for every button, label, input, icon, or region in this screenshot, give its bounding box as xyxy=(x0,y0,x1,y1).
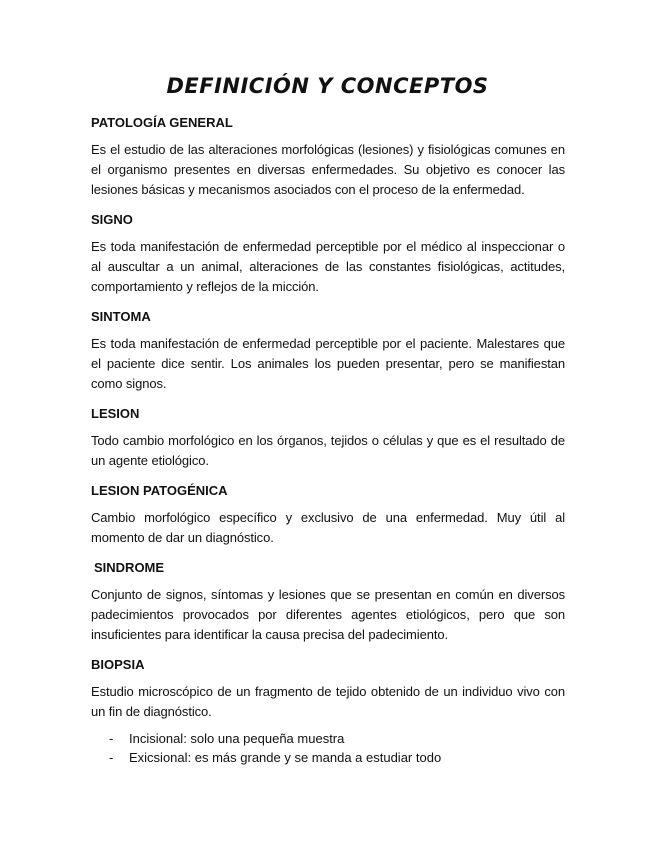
section-heading: SIGNO xyxy=(91,212,133,227)
section-text: Es toda manifestación de enfermedad perceptible por el médico al inspeccionar o al auscultar a un animal, alteraciones de las constantes fisiológicas, actitudes, comportamiento y reflejos de la micción. xyxy=(91,239,565,294)
section-heading: LESION PATOGÉNICA xyxy=(91,483,228,498)
document-body xyxy=(91,113,565,767)
page-title: DEFINICIÓN Y CONCEPTOS xyxy=(166,74,489,98)
section-biopsia xyxy=(91,655,565,767)
list-item-text: Incisional: solo una pequeña muestra xyxy=(129,731,345,746)
section-sintoma xyxy=(91,307,565,394)
list-item-text: Exicsional: es más grande y se manda a estudiar todo xyxy=(129,750,442,765)
section-lesion-patogenica xyxy=(91,481,565,548)
list-item xyxy=(91,748,565,767)
section-text: Estudio microscópico de un fragmento de tejido obtenido de un individuo vivo con un fin de diagnóstico. xyxy=(91,684,565,719)
section-text: Cambio morfológico específico y exclusivo de una enfermedad. Muy útil al momento de dar un diagnóstico. xyxy=(91,510,565,545)
section-heading: BIOPSIA xyxy=(91,657,145,672)
section-lesion xyxy=(91,404,565,471)
biopsy-type-list xyxy=(91,729,565,767)
list-item xyxy=(91,729,565,748)
section-signo xyxy=(91,210,565,297)
section-sindrome xyxy=(91,558,565,645)
dash-bullet: - xyxy=(109,750,114,765)
section-heading: SINTOMA xyxy=(91,309,151,324)
section-heading: LESION xyxy=(91,406,140,421)
section-text: Conjunto de signos, síntomas y lesiones que se presentan en común en diversos padecimientos provocados por diferentes agentes etiológicos, pero que son insuficientes para identificar la causa precisa del padecimiento. xyxy=(91,587,565,642)
section-text: Es toda manifestación de enfermedad perceptible por el paciente. Malestares que el paciente dice sentir. Los animales los pueden presentar, pero se manifiestan como signos. xyxy=(91,336,565,391)
dash-bullet: - xyxy=(109,731,114,746)
section-patologia-general xyxy=(91,113,565,200)
section-heading: SINDROME xyxy=(94,560,165,575)
section-text: Todo cambio morfológico en los órganos, tejidos o células y que es el resultado de un agente etiológico. xyxy=(91,433,565,468)
section-text: Es el estudio de las alteraciones morfológicas (lesiones) y fisiológicas comunes en el organismo presentes en diversas enfermedades. Su objetivo es conocer las lesiones básicas y mecanismos asociados con el proceso de la enfermedad. xyxy=(91,142,565,197)
section-heading: PATOLOGÍA GENERAL xyxy=(91,115,233,130)
